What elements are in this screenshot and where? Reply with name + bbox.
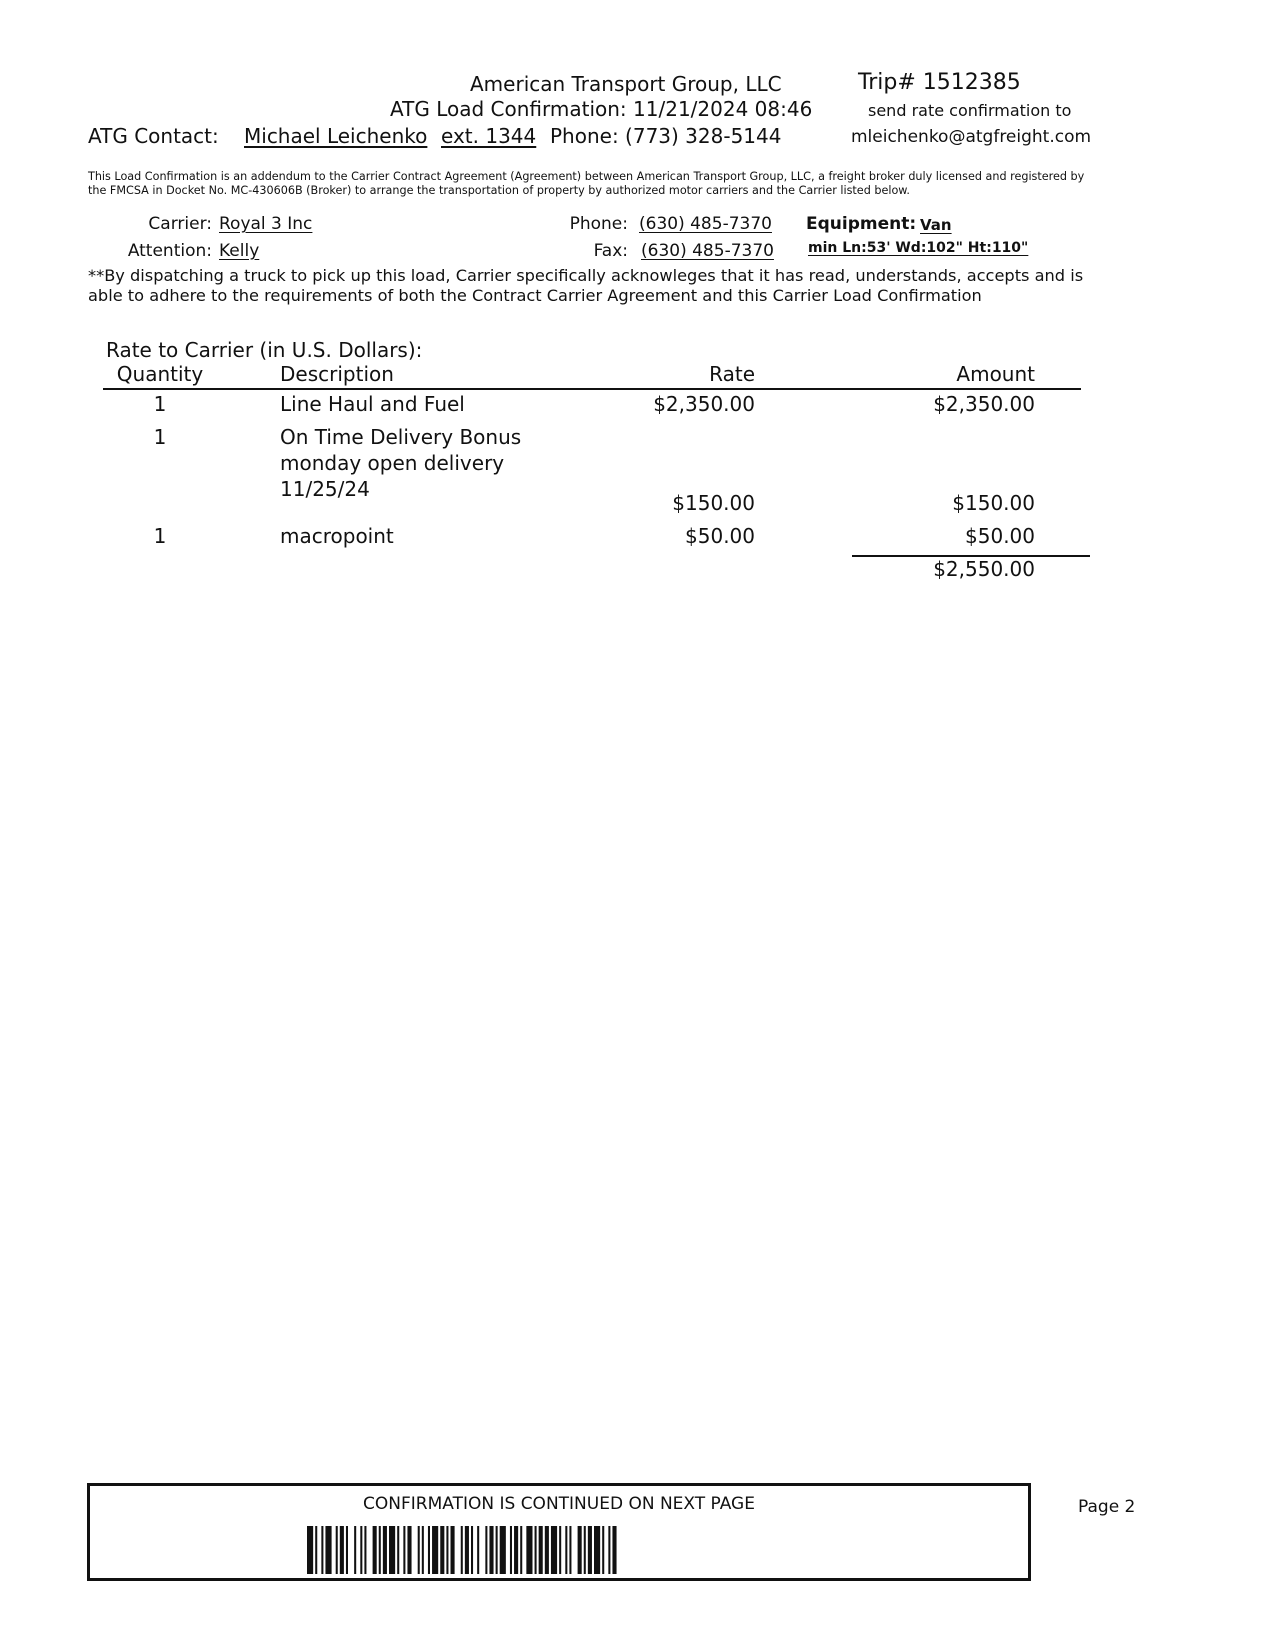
barcode-bar	[325, 1526, 331, 1574]
contract-disclaimer: This Load Confirmation is an addendum to the Carrier Contract Agreement (Agreement) between American Transport Group, LLC, a freight broker duly licensed and registered by the FMCSA in Docket No. MC-430606B (Broker) to arrange the transportation of property by authorized motor carriers and the Carrier listed below.	[88, 170, 1085, 197]
total-amount: $2,550.00	[933, 557, 1035, 581]
barcode-bar	[565, 1526, 567, 1574]
barcode-bar	[520, 1526, 522, 1574]
row-2-description-line-2: monday open delivery	[280, 451, 505, 475]
row-1-quantity: 1	[153, 392, 167, 416]
trip-number: Trip# 1512385	[858, 70, 1021, 95]
row-1-rate: $2,350.00	[653, 392, 755, 416]
barcode-bar	[545, 1526, 549, 1574]
carrier-phone: (630) 485-7370	[639, 214, 772, 234]
dispatch-acknowledgement: **By dispatching a truck to pick up this load, Carrier specifically acknowleges that it has read, understands, accepts and is able to adhere to the requirements of both the Contract Carrier Agreement and this Carrier Load Confirmation	[88, 266, 1084, 305]
barcode-bar	[321, 1526, 323, 1574]
company-name: American Transport Group, LLC	[470, 72, 782, 96]
barcode-bar	[428, 1526, 430, 1574]
barcode-bar	[364, 1526, 366, 1574]
barcode-bar	[451, 1526, 455, 1574]
contact-ext: ext. 1344	[441, 124, 537, 148]
barcode-bar	[535, 1526, 537, 1574]
equipment-label: Equipment:	[806, 214, 917, 234]
row-2-description-line-3: 11/25/24	[280, 477, 370, 501]
confirmation-datetime: ATG Load Confirmation: 11/21/2024 08:46	[390, 97, 813, 121]
barcode-bar	[440, 1526, 444, 1574]
attention-label: Attention:	[127, 241, 212, 261]
row-3-quantity: 1	[153, 524, 167, 548]
barcode-bar	[578, 1526, 582, 1574]
barcode-bar	[514, 1526, 518, 1574]
barcode-bar	[612, 1526, 616, 1574]
row-1-amount: $2,350.00	[933, 392, 1035, 416]
barcode-bar	[551, 1526, 557, 1574]
barcode-bar	[354, 1526, 356, 1574]
row-2-quantity: 1	[153, 425, 167, 449]
col-header-description: Description	[280, 362, 394, 386]
barcode-bar	[432, 1526, 438, 1574]
row-3-amount: $50.00	[965, 524, 1035, 548]
barcode-bar	[346, 1526, 348, 1574]
contact-label: ATG Contact:	[88, 124, 219, 148]
barcode-bar	[510, 1526, 512, 1574]
equipment-dimensions: min Ln:53' Wd:102" Ht:110"	[808, 240, 1029, 256]
barcode-bar	[539, 1526, 543, 1574]
row-2-description-line-1: On Time Delivery Bonus	[280, 425, 522, 449]
barcode-bar	[340, 1526, 344, 1574]
barcode-bar	[307, 1526, 313, 1574]
barcode-bar	[485, 1526, 487, 1574]
rate-table-title: Rate to Carrier (in U.S. Dollars):	[106, 338, 423, 362]
row-1-description: Line Haul and Fuel	[280, 392, 465, 416]
barcode-bar	[471, 1526, 473, 1574]
contact-name: Michael Leichenko	[244, 124, 428, 148]
barcode-bar	[403, 1526, 405, 1574]
barcode-bar	[397, 1526, 399, 1574]
barcode-bar	[608, 1526, 610, 1574]
barcode-bar	[461, 1526, 463, 1574]
row-2-rate: $150.00	[672, 491, 755, 515]
equipment-type: Van	[920, 216, 952, 234]
contact-phone: Phone: (773) 328-5144	[550, 124, 782, 148]
carrier-fax: (630) 485-7370	[641, 241, 774, 261]
carrier-label: Carrier:	[148, 214, 212, 234]
barcode-bar	[594, 1526, 600, 1574]
send-rate-label: send rate confirmation to	[868, 101, 1072, 120]
barcode-bar	[569, 1526, 571, 1574]
barcode-bar	[389, 1526, 395, 1574]
col-header-rate: Rate	[709, 362, 755, 386]
row-3-rate: $50.00	[685, 524, 755, 548]
fax-label: Fax:	[593, 241, 628, 261]
barcode-bar	[422, 1526, 424, 1574]
barcode-bar	[360, 1526, 362, 1574]
attention-name: Kelly	[219, 241, 260, 261]
barcode-bar	[407, 1526, 411, 1574]
continued-notice: CONFIRMATION IS CONTINUED ON NEXT PAGE	[363, 1494, 755, 1514]
barcode-bar	[418, 1526, 420, 1574]
continued-notice-box	[87, 1483, 1031, 1581]
phone-label: Phone:	[569, 214, 628, 234]
col-header-amount: Amount	[956, 362, 1035, 386]
contact-email[interactable]: mleichenko@atgfreight.com	[851, 127, 1092, 147]
barcode-bar	[373, 1526, 377, 1574]
barcode-bar	[477, 1526, 479, 1574]
barcode-bar	[315, 1526, 317, 1574]
barcode-bar	[588, 1526, 592, 1574]
carrier-name: Royal 3 Inc	[219, 214, 313, 234]
barcode-bar	[602, 1526, 604, 1574]
barcode-bar	[500, 1526, 506, 1574]
barcode-bar	[465, 1526, 469, 1574]
barcode-bar	[379, 1526, 381, 1574]
barcode-bar	[496, 1526, 498, 1574]
barcode-bar	[559, 1526, 561, 1574]
col-header-quantity: Quantity	[116, 362, 204, 386]
page-number: Page 2	[1078, 1497, 1136, 1517]
barcode-bar	[446, 1526, 448, 1574]
barcode-bar	[489, 1526, 493, 1574]
barcode	[307, 1526, 819, 1574]
table-header-rule	[103, 388, 1081, 390]
barcode-bar	[526, 1526, 532, 1574]
row-3-description: macropoint	[280, 524, 394, 548]
row-2-amount: $150.00	[952, 491, 1035, 515]
barcode-bar	[336, 1526, 338, 1574]
barcode-bar	[383, 1526, 387, 1574]
barcode-bar	[584, 1526, 586, 1574]
